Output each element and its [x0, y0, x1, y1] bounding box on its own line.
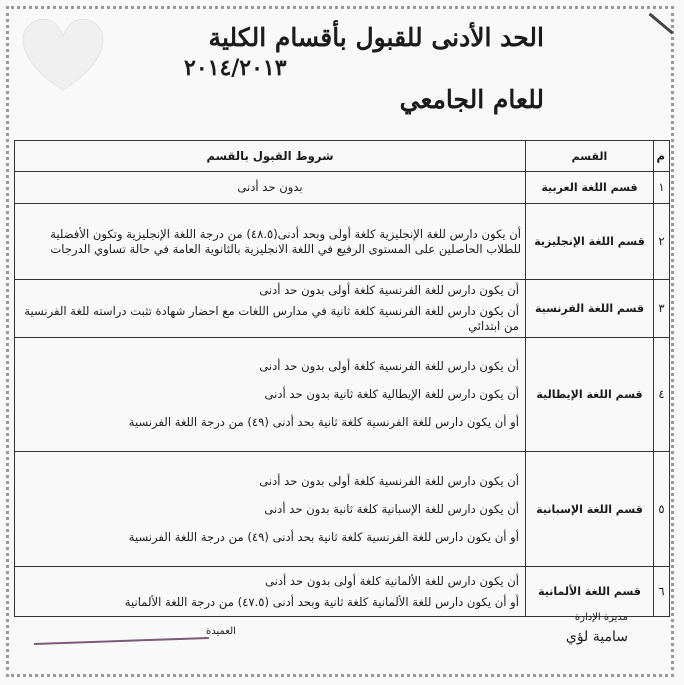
condition-line: أن يكون دارس للغة الفرنسية كلغة أولى بدون حد أدنى [259, 473, 519, 488]
row-num: ٥ [654, 452, 670, 567]
condition-line: أن يكون دارس للغة الفرنسية كلغة أولى بدون حد أدنى [259, 283, 519, 297]
row-dept: قسم اللغة الفرنسية [526, 280, 654, 338]
condition-line: أو أن يكون دارس للغة الألمانية كلغة ثانية وبحد أدنى (٤٧.٥) من درجة اللغة الألمانية [124, 594, 519, 609]
row-num: ٦ [654, 567, 670, 617]
row-dept: قسم اللغة العربية [526, 172, 654, 204]
table-row [15, 204, 670, 280]
dean-signature-block [34, 622, 254, 662]
title-academic-year: ٢٠١٤/٢٠١٣ [184, 55, 287, 81]
table-row [15, 338, 670, 452]
row-conditions [15, 280, 526, 338]
row-conditions [15, 452, 526, 567]
table-row [15, 567, 670, 617]
condition-line: أن يكون دارس للغة الإيطالية كلغة ثانية بدون حد أدنى [264, 387, 519, 401]
heart-watermark-icon [8, 8, 118, 98]
document-title [124, 22, 544, 115]
condition-line: أن يكون دارس للغة الألمانية كلغة أولى بدون حد أدنى [264, 573, 519, 588]
row-condition: بدون حد أدنى [15, 172, 526, 204]
table-row [15, 280, 670, 338]
condition-line: أن يكون دارس للغة الفرنسية كلغة ثانية في مدارس اللغات مع احضار شهادة تثبت دراسته للغة الفرنسية من ابتدائي [24, 304, 519, 333]
title-line-1: الحد الأدنى للقبول بأقسام الكلية [208, 23, 544, 52]
row-dept: قسم اللغة الإسبانية [526, 452, 654, 567]
condition-line: أو أن يكون دارس للغة الفرنسية كلغة ثانية بحد أدنى (٤٩) من درجة اللغة الفرنسية [128, 529, 519, 544]
row-condition: أن يكون دارس للغة الإنجليزية كلغة أولى وبحد أدنى(٤٨.٥) من درجة اللغة الإنجليزية وتكون الأفضلية للطلاب الحاصلين على المستوى الرفيع في اللغة الانجليزية بالثانوية العامة في حالة تساوي الدرجات [15, 204, 526, 280]
condition-line: أو أن يكون دارس للغة الفرنسية كلغة ثانية بحد أدنى (٤٩) من درجة اللغة الفرنسية [128, 415, 519, 429]
condition-line: أن يكون دارس للغة الفرنسية كلغة أولى بدون حد أدنى [259, 359, 519, 373]
header-num: م [654, 141, 670, 172]
row-dept: قسم اللغة الألمانية [526, 567, 654, 617]
admin-signature-block [488, 612, 628, 672]
row-num: ٢ [654, 204, 670, 280]
admission-rules-table [14, 140, 670, 617]
row-dept: قسم اللغة الإنجليزية [526, 204, 654, 280]
admin-signature: سامية لؤي [565, 629, 628, 645]
header-conditions: شروط القبول بالقسم [15, 141, 526, 172]
dean-signature-scribble [34, 637, 209, 645]
admin-label: مديرة الإدارة [574, 612, 628, 623]
row-dept: قسم اللغة الإيطالية [526, 338, 654, 452]
title-line-3: للعام الجامعي [399, 85, 544, 114]
table-row [15, 172, 670, 204]
condition-line: أن يكون دارس للغة الإسبانية كلغة ثانية بدون حد أدنى [264, 501, 519, 516]
table-header-row [15, 141, 670, 172]
dean-label: العميدة [206, 626, 236, 637]
row-conditions [15, 338, 526, 452]
row-num: ١ [654, 172, 670, 204]
row-num: ٣ [654, 280, 670, 338]
table-row [15, 452, 670, 567]
row-num: ٤ [654, 338, 670, 452]
header-dept: القسم [526, 141, 654, 172]
row-conditions [15, 567, 526, 617]
